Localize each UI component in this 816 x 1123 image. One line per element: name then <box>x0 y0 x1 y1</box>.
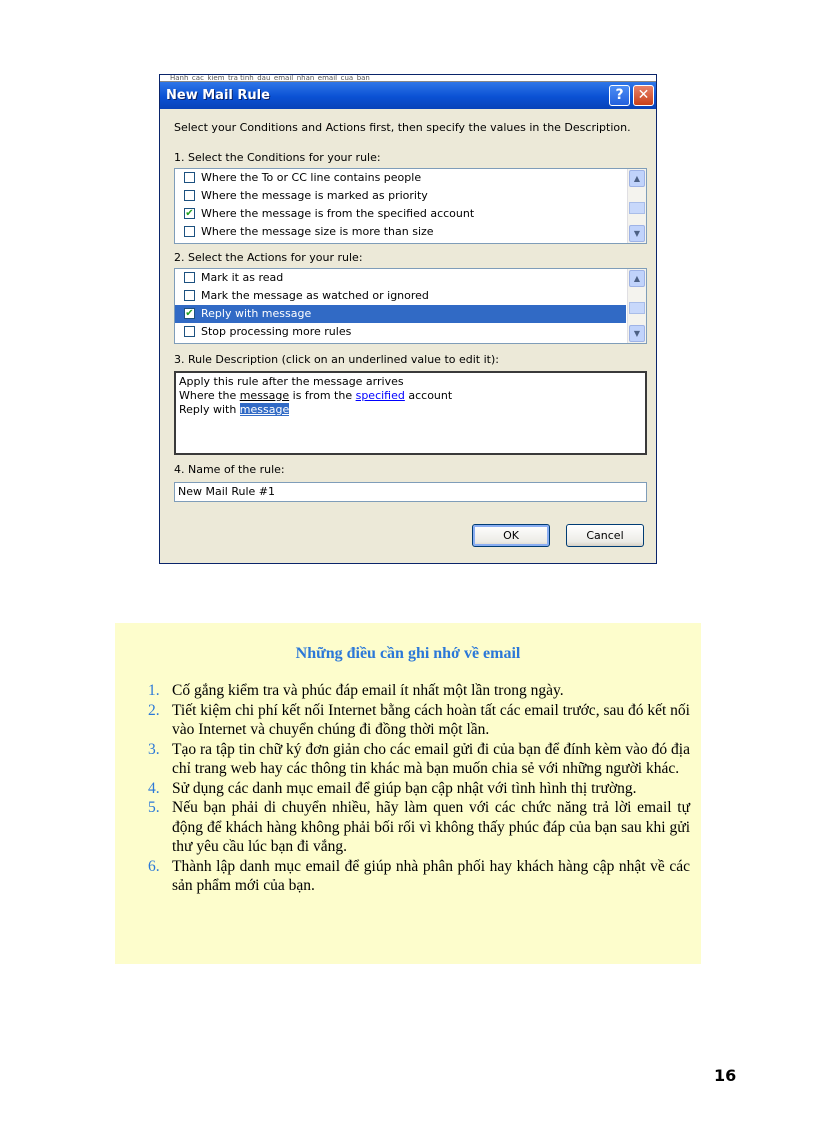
tip-number: 5. <box>148 799 160 816</box>
tip-item <box>148 701 690 740</box>
conditions-list[interactable] <box>174 168 647 244</box>
tips-list <box>148 681 690 896</box>
tip-text: Cố gắng kiểm tra và phúc đáp email ít nhất một lần trong ngày. <box>172 682 564 699</box>
condition-label: Where the To or CC line contains people <box>201 171 422 184</box>
tip-number: 2. <box>148 701 160 719</box>
condition-label: Where the message is from the specified account <box>201 207 475 220</box>
ok-button[interactable]: OK <box>472 524 550 547</box>
description-line-2 <box>179 389 642 403</box>
close-icon[interactable]: ✕ <box>633 85 654 106</box>
tip-item <box>148 681 690 701</box>
actions-list[interactable] <box>174 268 647 344</box>
scroll-down-icon[interactable]: ▼ <box>629 225 645 242</box>
action-item-selected[interactable] <box>175 305 626 323</box>
conditions-label: 1. Select the Conditions for your rule: <box>174 151 381 164</box>
reply-message-link[interactable]: message <box>239 403 290 416</box>
tip-text: Tiết kiệm chi phí kết nối Internet bằng cách hoàn tất các email trước, sau đó kết nối vào Internet và chuyển chúng đi đồng thời một lần. <box>172 701 690 738</box>
action-label: Mark it as read <box>201 271 284 284</box>
action-checkbox-checked[interactable]: ✔ <box>185 308 194 319</box>
tip-text: Sử dụng các danh mục email để giúp bạn cập nhật với tình hình thị trường. <box>172 779 637 797</box>
action-checkbox[interactable] <box>184 272 195 283</box>
condition-checkbox-checked[interactable]: ✔ <box>185 208 194 219</box>
rule-description-box[interactable] <box>174 371 647 455</box>
tip-item <box>148 798 690 857</box>
cropped-background-strip: Hanh_cac_kiem_tra tinh_dau_email_nhan_email_cua_ban <box>160 75 656 82</box>
actions-scrollbar[interactable] <box>627 269 646 343</box>
cancel-button[interactable]: Cancel <box>566 524 644 547</box>
condition-item[interactable] <box>175 223 626 241</box>
action-label: Mark the message as watched or ignored <box>201 289 429 302</box>
help-icon[interactable]: ? <box>609 85 630 106</box>
tips-title: Những điều cần ghi nhớ về email <box>295 645 521 662</box>
actions-label: 2. Select the Actions for your rule: <box>174 251 363 264</box>
tip-number: 3. <box>148 740 160 758</box>
scroll-up-icon[interactable]: ▲ <box>629 170 645 187</box>
description-line-3 <box>179 403 642 417</box>
desc-underlined-message[interactable]: message <box>239 389 290 402</box>
action-checkbox[interactable] <box>184 326 195 337</box>
condition-item[interactable] <box>175 169 626 187</box>
condition-item[interactable] <box>175 205 626 223</box>
tip-number: 6. <box>148 857 160 875</box>
intro-text: Select your Conditions and Actions first, then specify the values in the Description. <box>174 121 631 134</box>
condition-item[interactable] <box>175 187 626 205</box>
desc-text: is from the <box>289 389 356 402</box>
scroll-up-icon[interactable]: ▲ <box>629 270 645 287</box>
tip-number: 4. <box>148 779 160 797</box>
dialog-titlebar[interactable] <box>160 82 656 109</box>
condition-checkbox[interactable] <box>184 190 195 201</box>
rule-name-label: 4. Name of the rule: <box>174 463 285 476</box>
action-item[interactable] <box>175 323 626 341</box>
page-number: 16 <box>714 1066 737 1085</box>
tip-text: Nếu bạn phải di chuyển nhiều, hãy làm quen với các chức năng trả lời email tự động để khách hàng không phải bối rối vì không thấy phúc đáp của bạn sau khi gửi thư yêu cầu lúc bạn đi vắng. <box>172 799 690 855</box>
description-line-1: Apply this rule after the message arrives <box>179 375 404 388</box>
desc-text: Where the <box>179 389 240 402</box>
condition-label: Where the message size is more than size <box>201 225 434 238</box>
condition-label: Where the message is marked as priority <box>201 189 428 202</box>
action-checkbox[interactable] <box>184 290 195 301</box>
action-item[interactable] <box>175 269 626 287</box>
desc-text: Reply with <box>179 403 240 416</box>
tip-item <box>148 857 690 896</box>
tip-item <box>148 779 690 799</box>
scroll-thumb[interactable] <box>629 202 645 214</box>
tip-text: Tạo ra tập tin chữ ký đơn giản cho các email gửi đi của bạn để đính kèm vào đó địa chỉ trang web hay các thông tin khác mà bạn muốn chia sẻ với những người khác. <box>172 740 690 777</box>
conditions-scrollbar[interactable] <box>627 169 646 243</box>
new-mail-rule-dialog <box>159 74 657 564</box>
action-label: Reply with message <box>201 307 312 320</box>
desc-text: account <box>404 389 453 402</box>
action-item[interactable] <box>175 287 626 305</box>
tip-item <box>148 740 690 779</box>
tip-text: Thành lập danh mục email để giúp nhà phân phối hay khách hàng cập nhật về các sản phẩm mới của bạn. <box>172 857 690 894</box>
scroll-thumb[interactable] <box>629 302 645 314</box>
scroll-down-icon[interactable]: ▼ <box>629 325 645 342</box>
tip-number: 1. <box>148 682 160 699</box>
description-label: 3. Rule Description (click on an underlined value to edit it): <box>174 353 499 366</box>
email-tips-box <box>115 623 701 964</box>
dialog-title: New Mail Rule <box>166 88 270 103</box>
condition-checkbox[interactable] <box>184 226 195 237</box>
action-label: Stop processing more rules <box>201 325 352 338</box>
rule-name-input[interactable]: New Mail Rule #1 <box>174 482 647 502</box>
specified-account-link[interactable]: specified <box>355 389 405 402</box>
condition-checkbox[interactable] <box>184 172 195 183</box>
